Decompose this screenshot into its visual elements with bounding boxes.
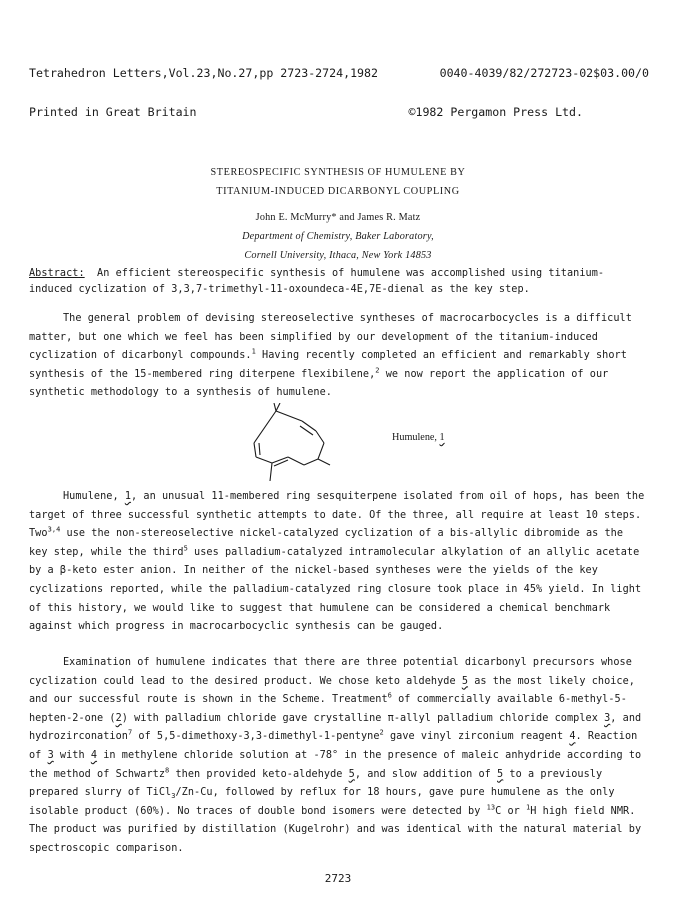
- reference-marker: 7: [127, 728, 133, 737]
- article-code: 0040-4039/82/272723-02$03.00/0: [439, 66, 649, 80]
- paragraph-3: Examination of humulene indicates that there are three potential dicarbonyl precursors whose cyclization could lead to the desired product. We chose keto aldehyde 5 as the most likely choice, and our successful route is shown in the Scheme. Treatment$^6$ of commercially available 6-methyl-5-hepten-2-one (2) with palladium chloride gave crystalline π-allyl palladium chloride complex 3, and hydrozirconation$^7$ of 5,5-dimethoxy-3,3-dimethyl-1-pentyne$^2$ gave vinyl zirconium reagent 4. Reaction of 3 with 4 in methylene chloride solution at -78° in the presence of maleic anhydride according to the method of Schwartz$^8$ then provided keto-aldehyde 5, and slow addition of 5 to a previously prepared slurry of TiCl$_3$/Zn-Cu, followed by reflux for 18 hours, gave pure humulene as the only isolable product (60%). No traces of double bond isomers were detected by $^{13}$C or $^1$H high field NMR. The product was purified by distillation (Kugelrohr) and was identical with the natural material by spectroscopic comparison.: [29, 657, 642, 854]
- affiliation-line-1: Department of Chemistry, Baker Laboratory,: [242, 231, 434, 242]
- reference-marker: 1: [251, 347, 256, 356]
- abstract: Abstract: An efficient stereospecific synthesis of humulene was accomplished using titanium-induced cyclization of 3,3,7-trimethyl-11-oxoundeca-4E,7E-dienal as the key step.: [29, 268, 605, 295]
- paper-title-line-1: STEREOSPECIFIC SYNTHESIS OF HUMULENE BY: [210, 167, 466, 178]
- reference-marker: 2: [375, 366, 380, 375]
- structure-label: Humulene, 1: [392, 432, 445, 443]
- compound-number: 2: [115, 712, 122, 724]
- reference-marker: 5: [183, 544, 188, 553]
- subscript: 3: [171, 792, 176, 801]
- compound-number: 1: [124, 491, 132, 502]
- abstract-label: Abstract: [29, 268, 79, 279]
- intro-paragraph: [29, 310, 645, 403]
- copyright: ©1982 Pergamon Press Ltd.: [408, 105, 583, 119]
- compound-number: 5: [497, 768, 504, 780]
- isotope-marker: 13: [486, 803, 496, 812]
- reference-marker: 3,4: [47, 525, 61, 534]
- humulene-structure: [230, 403, 350, 488]
- reference-marker: 2: [379, 728, 384, 737]
- intro-text-1: The general problem of devising stereoselective syntheses of macrocarbocycles is a difficult matter, but one which we feel has been simplified by our development of the titanium-induced cyclization of dicarbonyl compounds.: [29, 313, 632, 362]
- reference-marker: 8: [165, 766, 170, 775]
- compound-number: 3: [47, 749, 54, 761]
- compound-number: 5: [461, 675, 469, 687]
- authors: John E. McMurry* and James R. Matz: [255, 212, 421, 223]
- compound-number: 4: [90, 749, 98, 761]
- intro-text-2: Having recently completed an efficient and remarkably short synthesis of the 15-membered ring diterpene flexibilene,: [29, 350, 627, 380]
- journal-citation: Tetrahedron Letters,Vol.23,No.27,pp 2723-2724,1982: [29, 66, 379, 80]
- affiliation-line-2: Cornell University, Ithaca, New York 14853: [244, 250, 432, 261]
- paragraph-2: Humulene, 1, an unusual 11-membered ring sesquiterpene isolated from oil of hops, has been the target of three successful synthetic attempts to date. Of the three, all require at least 10 steps. Two$^{3,4}$ use the non-stereoselective nickel-catalyzed cyclization of a bis-allylic dibromide as the key step, while the third$^5$ uses palladium-catalyzed intramolecular alkylation of an allylic acetate by a β-keto ester anion. In neither of the nickel-based syntheses were the yields of the key cyclizations reported, while the palladium-catalyzed ring closure took place in 45% yield. In light of this history, we would like to suggest that humulene can be considered a chemical benchmark against which progress in macrocarbocyclic synthesis can be gauged.: [29, 491, 645, 633]
- abstract-text: An efficient stereospecific synthesis of humulene was accomplished using titanium-induced cyclization of 3,3,7-trimethyl-11-oxoundeca-4E,7E-dienal as the key step.: [29, 268, 605, 295]
- intro-text-3: we now report the application of our synthetic methodology to a synthesis of humulene.: [29, 368, 609, 399]
- paper-title-line-2: TITANIUM-INDUCED DICARBONYL COUPLING: [216, 186, 460, 197]
- page-number: 2723: [324, 872, 352, 885]
- title-block: [0, 163, 676, 265]
- compound-number: 5: [348, 768, 355, 780]
- compound-number: 1: [439, 432, 445, 443]
- journal-header: [29, 41, 649, 145]
- reference-marker: 6: [387, 691, 392, 700]
- compound-number: 3: [604, 712, 611, 724]
- compound-number: 4: [569, 731, 576, 743]
- printed-location: Printed in Great Britain: [29, 105, 197, 119]
- isotope-marker: 1: [526, 803, 531, 812]
